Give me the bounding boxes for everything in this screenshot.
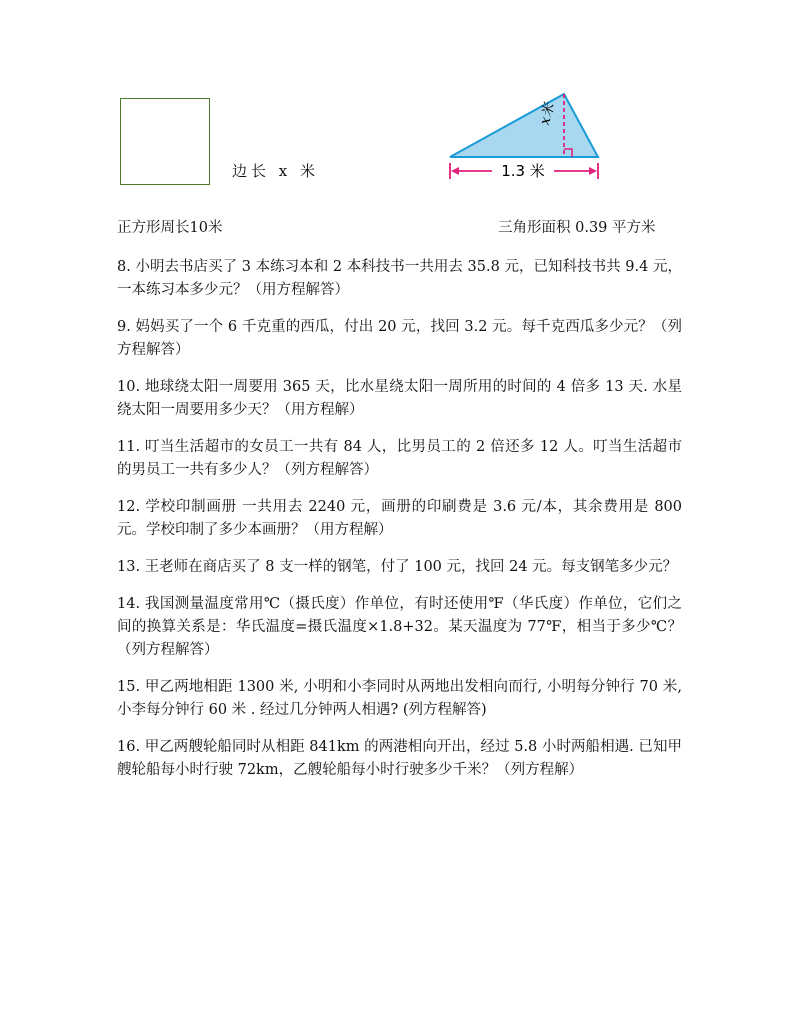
- triangle-base-label: 1.3 米: [501, 162, 545, 180]
- problem-list: [117, 256, 682, 796]
- problem-15: 15. 甲乙两地相距 1300 米, 小明和小李同时从两地出发相向而行, 小明每分钟行 70 米, 小李每分钟行 60 米 . 经过几分钟两人相遇? (列方程解答): [117, 679, 682, 718]
- problem-8: 8. 小明去书店买了 3 本练习本和 2 本科技书一共用去 35.8 元，已知科技书共 9.4 元，一本练习本多少元？（用方程解答）: [117, 259, 682, 298]
- square-side-label: 边长 x 米: [232, 162, 319, 180]
- problem-16: 16. 甲乙两艘轮船同时从相距 841km 的两港相向开出，经过 5.8 小时两船相遇. 已知甲艘轮船每小时行驶 72km，乙艘轮船每小时行驶多少千米？（列方程解）: [117, 739, 682, 778]
- square-figure: [120, 98, 210, 185]
- problem-13: 13. 王老师在商店买了 8 支一样的钢笔，付了 100 元，找回 24 元。每支钢笔多少元？: [117, 559, 678, 575]
- problem-10: 10. 地球绕太阳一周要用 365 天，比水星绕太阳一周所用的时间的 4 倍多 13 天. 水星绕太阳一周要用多少天？（用方程解）: [117, 379, 682, 418]
- problem-11: 11. 叮当生活超市的女员工一共有 84 人，比男员工的 2 倍还多 12 人。叮当生活超市的男员工一共有多少人？（列方程解答）: [117, 439, 682, 478]
- triangle-figure: [440, 86, 610, 186]
- triangle-shape: [450, 94, 598, 157]
- problem-12: 12. 学校印制画册 一共用去 2240 元，画册的印刷费是 3.6 元/本，其余费用是 800 元。学校印制了多少本画册？（用方程解）: [117, 499, 682, 538]
- arrowhead-left: [451, 167, 459, 175]
- triangle-height-label: x米: [536, 101, 558, 127]
- problem-14: 14. 我国测量温度常用℃（摄氏度）作单位，有时还使用℉（华氏度）作单位，它们之间的换算关系是：华氏温度=摄氏温度×1.8+32。某天温度为 77℉，相当于多少℃？（列方程解答）: [117, 596, 682, 658]
- triangle-caption: 三角形面积 0.39 平方米: [498, 220, 656, 236]
- square-caption: 正方形周长10米: [117, 220, 223, 236]
- arrowhead-right: [589, 167, 597, 175]
- problem-9: 9. 妈妈买了一个 6 千克重的西瓜，付出 20 元，找回 3.2 元。每千克西瓜多少元？（列方程解答）: [117, 319, 682, 358]
